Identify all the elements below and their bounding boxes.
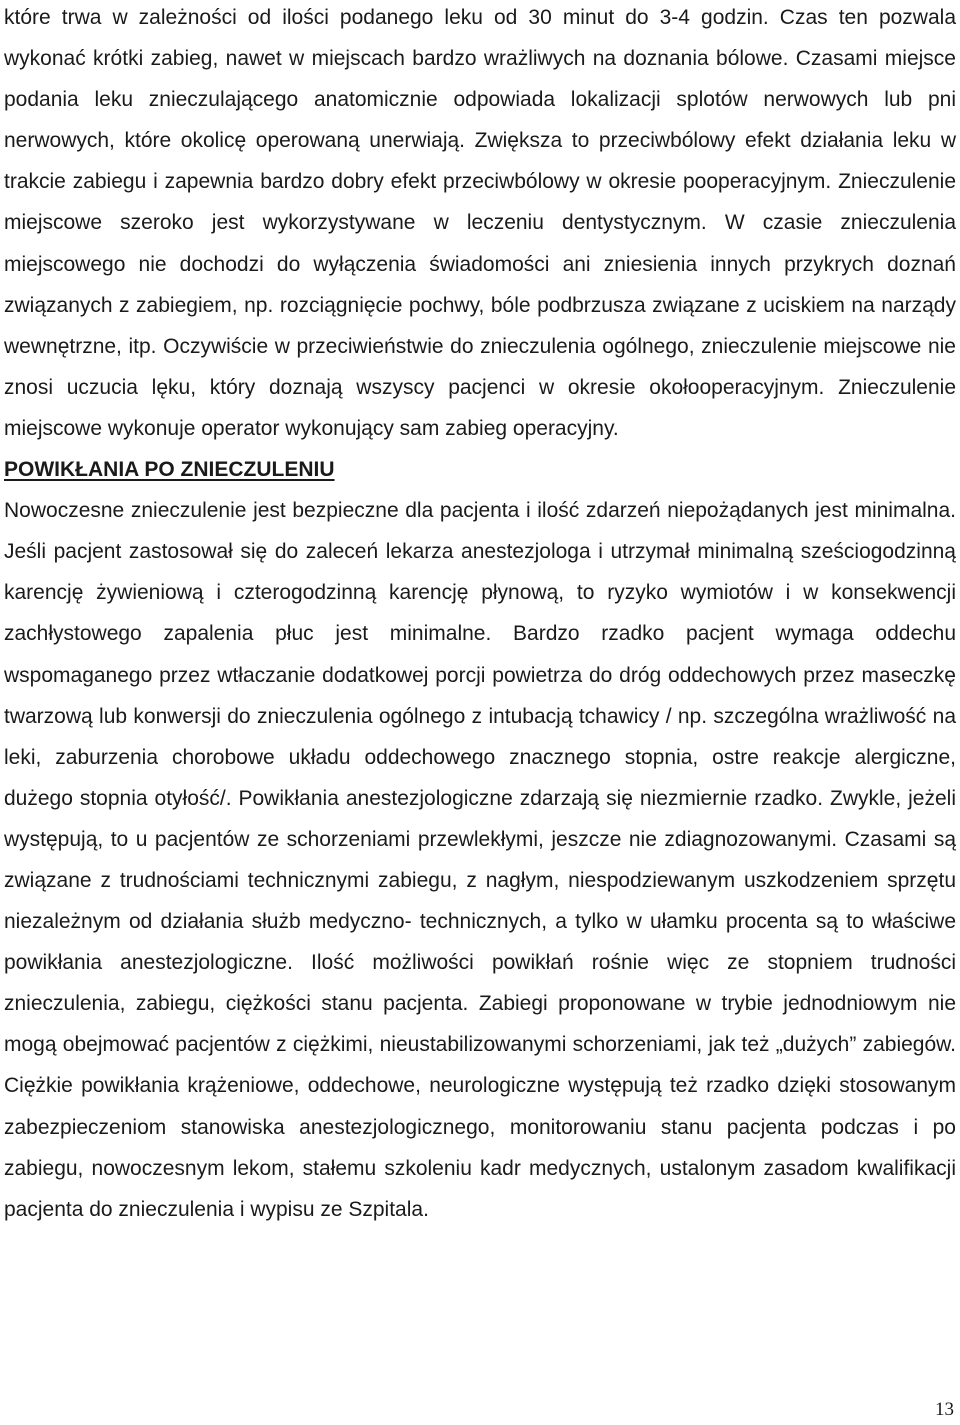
page-number: 13 (935, 1399, 954, 1420)
document-page (4, 0, 956, 1230)
body-paragraph-complications: Nowoczesne znieczulenie jest bezpieczne dla pacjenta i ilość zdarzeń niepożądanych jest minimalna. Jeśli pacjent zastosował się do zaleceń lekarza anestezjologa i utrzymał minimalną sześciogodzinną karencję żywieniową i czterogodzinną karencję płynową, to ryzyko wymiotów i w konsekwencji zachłystowego zapalenia płuc jest minimalne. Bardzo rzadko pacjent wymaga oddechu wspomaganego przez wtłaczanie dodatkowej porcji powietrza do dróg oddechowych przez maseczkę twarzową lub konwersji do znieczulenia ogólnego z intubacją tchawicy / np. szczególna wrażliwość na leki, zaburzenia chorobowe układu oddechowego znacznego stopnia, ostre reakcje alergiczne, dużego stopnia otyłość/. Powikłania anestezjologiczne zdarzają się niezmiernie rzadko. Zwykle, jeżeli występują, to u pacjentów ze schorzeniami przewlekłymi, jeszcze nie zdiagnozowanymi. Czasami są związane z trudnościami technicznymi zabiegu, z nagłym, niespodziewanym uszkodzeniem sprzętu niezależnym od działania służb medyczno- technicznych, a tylko w ułamku procenta są to właściwe powikłania anestezjologiczne. Ilość możliwości powikłań rośnie więc ze stopniem trudności znieczulenia, zabiegu, ciężkości stanu pacjenta. Zabiegi proponowane w trybie jednodniowym nie mogą obejmować pacjentów z ciężkimi, nieustabilizowanymi schorzeniami, jak też „dużych” zabiegów. Ciężkie powikłania krążeniowe, oddechowe, neurologiczne występują też rzadko dzięki stosowanym zabezpieczeniom stanowiska anestezjologicznego, monitorowaniu stanu pacjenta podczas i po zabiegu, nowoczesnym lekom, stałemu szkoleniu kadr medycznych, ustalonym zasadom kwalifikacji pacjenta do znieczulenia i wypisu ze Szpitala. (4, 499, 956, 1221)
section-heading-complications: POWIKŁANIA PO ZNIECZULENIU (4, 458, 335, 482)
body-paragraph-local-anesthesia: które trwa w zależności od ilości podanego leku od 30 minut do 3-4 godzin. Czas ten pozwala wykonać krótki zabieg, nawet w miejscach bardzo wrażliwych na doznania bólowe. Czasami miejsce podania leku znieczulającego anatomicznie odpowiada lokalizacji splotów nerwowych lub pni nerwowych, które okolicę operowaną unerwiają. Zwiększa to przeciwbólowy efekt działania leku w trakcie zabiegu i zapewnia bardzo dobry efekt przeciwbólowy w okresie pooperacyjnym. Znieczulenie miejscowe szeroko jest wykorzystywane w leczeniu dentystycznym. W czasie znieczulenia miejscowego nie dochodzi do wyłączenia świadomości ani zniesienia innych przykrych doznań związanych z zabiegiem, np. rozciągnięcie pochwy, bóle podbrzusza związane z uciskiem na narządy wewnętrzne, itp. Oczywiście w przeciwieństwie do znieczulenia ogólnego, znieczulenie miejscowe nie znosi uczucia lęku, który doznają wszyscy pacjenci w okresie okołooperacyjnym. Znieczulenie miejscowe wykonuje operator wykonujący sam zabieg operacyjny. (4, 6, 956, 440)
